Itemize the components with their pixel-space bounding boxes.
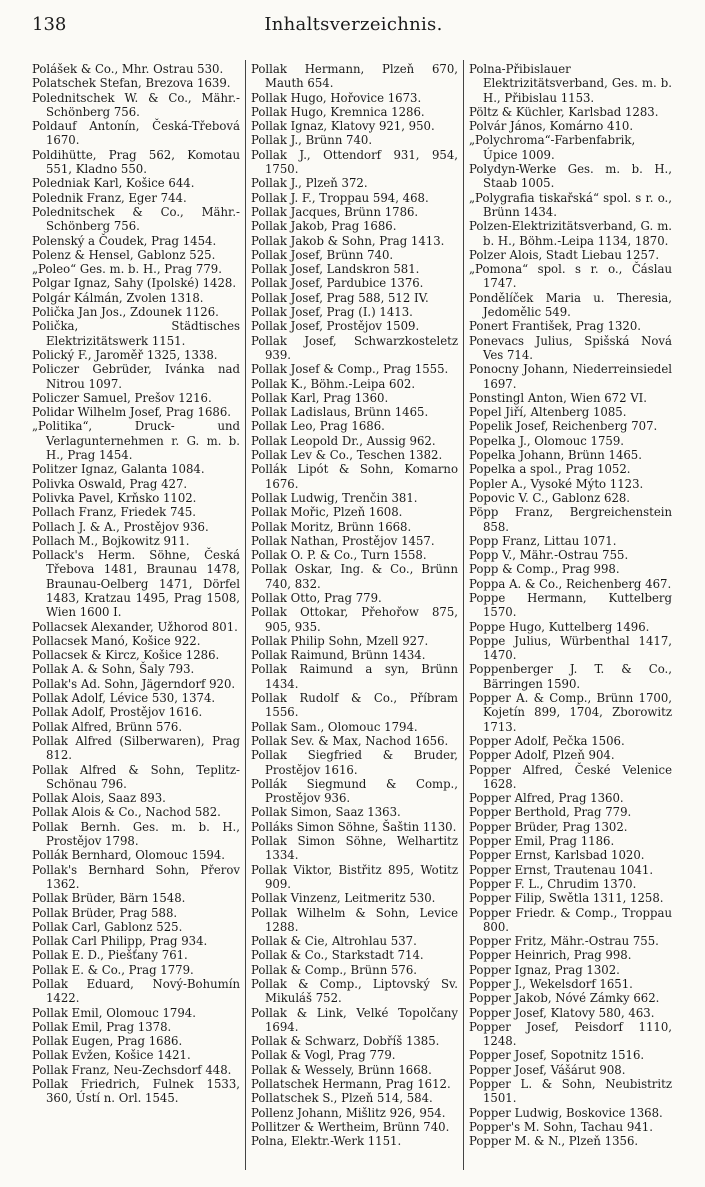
index-entry: Popper Josef, Sopotnitz 1516. [469,1048,645,1063]
index-entry: Pollatschek S., Plzeň 514, 584. [251,1091,433,1106]
index-entry: Pollak & Vogl, Prag 779. [251,1048,396,1063]
index-entry: Polidar Wilhelm Josef, Prag 1686. [32,405,231,420]
index-entry: Pollak & Wessely, Brünn 1668. [251,1062,432,1077]
index-entry: Poppa A. & Co., Reichenberg 467. [469,576,672,591]
index-entry: Pollak Jakob & Sohn, Prag 1413. [251,233,445,248]
index-entry: Pollak Adolf, Prostějov 1616. [32,705,203,720]
index-entry: Popper Friedr. & Comp., Troppau 800. [469,905,672,934]
index-entry: Pollak Evžen, Košice 1421. [32,1048,191,1063]
index-entry: Pollak Josef, Schwarzkosteletz 939. [251,333,458,362]
index-entry: Popper Fritz, Mähr.-Ostrau 755. [469,934,659,949]
index-entry: Popper Adolf, Pečka 1506. [469,733,625,748]
index-entry: Pollak Ignaz, Klatovy 921, 950. [251,119,435,134]
index-entry: Pollacsek Alexander, Užhorod 801. [32,619,238,634]
index-entry: Pollak J., Brünn 740. [251,133,373,148]
index-entry: Pollak Hermann, Plzeň 670, Mauth 654. [251,62,458,91]
index-entry: Pollák Siegmund & Comp., Prostějov 936. [251,776,458,806]
index-entry: Pollak Ludwig, Trenčin 381. [251,490,418,505]
index-entry: Pollak Brüder, Prag 588. [32,905,178,920]
index-entry: Pollach J. & A., Prostějov 936. [32,519,209,534]
index-entry: Popper Heinrich, Prag 998. [469,948,632,963]
index-column-2 [251,62,458,1174]
index-entry: Pollak Simon, Saaz 1363. [251,805,401,820]
index-entry: Popp V., Mähr.-Ostrau 755. [469,548,629,563]
index-entry: Pollak Alois & Co., Nachod 582. [32,805,221,820]
index-entry: Poldihütte, Prag 562, Komotau 551, Kladno 550. [32,147,240,177]
index-entry: Pollak Emil, Prag 1378. [32,1019,172,1034]
index-entry: Popper's M. Sohn, Tachau 941. [469,1119,653,1134]
index-entry: Pollacsek & Kircz, Košice 1286. [32,648,220,663]
index-entry: Polička Jan Jos., Zdounek 1126. [32,305,219,320]
index-entry: „Polychroma“-Farbenfabrik, Úpice 1009. [469,133,636,162]
index-entry: Poppe Hermann, Kuttelberg 1570. [469,590,672,620]
index-entry: Polednik Franz, Eger 744. [32,190,187,205]
index-entry: Pollak Karl, Prag 1360. [251,390,389,405]
index-entry: Policzer Gebrüder, Ivánka nad Nitrou 1097. [32,362,240,391]
index-entry: Popp & Comp., Prag 998. [469,562,620,577]
index-entry: Pollach M., Bojkowitz 911. [32,533,190,548]
index-entry: Popelka Johann, Brünn 1465. [469,448,642,463]
page-title: Inhaltsverzeichnis. [264,14,443,35]
index-entry: Popel Jiří, Altenberg 1085. [469,405,627,420]
index-entry: Pollak Simon Söhne, Welhartitz 1334. [251,834,458,863]
index-entry: Pollak Jacques, Brünn 1786. [251,204,419,219]
page-number: 138 [32,14,67,35]
index-entry: Popper Filip, Swětla 1311, 1258. [469,891,664,906]
index-entry: Polna-Přibislauer Elektrizitätsverband, Ges. m. b. H., Přibislau 1153. [469,62,672,105]
index-entry: Pollatschek Hermann, Prag 1612. [251,1077,451,1092]
index-entry: Pollak Nathan, Prostějov 1457. [251,533,435,548]
index-entry: Pollak & Comp., Brünn 576. [251,962,417,977]
index-entry: Popper Ignaz, Prag 1302. [469,962,620,977]
index-entry: Poledniak Karl, Košice 644. [32,176,195,191]
index-entry: Pollak Raimund a syn, Brünn 1434. [251,662,458,691]
index-entry: Polický F., Jaroměř 1325, 1338. [32,347,218,362]
index-entry: Popper Jakob, Nóvé Zámky 662. [469,991,660,1006]
index-entry: Polláks Simon Söhne, Šaštin 1130. [251,819,457,834]
index-entry: Popelka J., Olomouc 1759. [469,433,624,448]
index-column-3 [469,62,672,1174]
index-entry: Popper Ernst, Trautenau 1041. [469,862,654,877]
index-entry: Pollak Leo, Prag 1686. [251,419,385,434]
index-entry: Policzer Samuel, Prešov 1216. [32,390,212,405]
index-entry: Poppe Hugo, Kuttelberg 1496. [469,619,650,634]
index-entry: Pollak Lev & Co., Teschen 1382. [251,448,443,463]
index-entry: Ponert František, Prag 1320. [469,319,641,334]
index-entry: Popper M. & N., Plzeň 1356. [469,1134,639,1149]
index-entry: „Polygrafia tiskařská“ spol. s r. o., Brünn 1434. [469,190,672,219]
index-entry: Pollak Carl, Gablonz 525. [32,919,183,934]
index-entry: Polášek & Co., Mhr. Ostrau 530. [32,62,224,76]
index-entry: Popper A. & Comp., Brünn 1700, Kojetín 899, 1704, Zborowitz 1713. [469,691,672,734]
index-entry: Pollak Bernh. Ges. m. b. H., Prostějov 1798. [32,819,240,849]
index-entry: Popper Alfred, České Velenice 1628. [469,762,672,791]
index-entry: Polzer Alois, Stadt Liebau 1257. [469,247,660,262]
index-entry: Pollak O. P. & Co., Turn 1558. [251,548,427,563]
index-entry: Ponstingl Anton, Wien 672 VI. [469,390,648,405]
index-entry: Pollak J. F., Troppau 594, 468. [251,190,429,205]
index-entry: Pollak Ladislaus, Brünn 1465. [251,405,429,420]
index-entry: Pollák Bernhard, Olomouc 1594. [32,848,226,863]
index-entry: Pollak Ottokar, Přehořow 875, 905, 935. [251,605,458,634]
index-entry: Popper J., Wekelsdorf 1651. [469,977,633,991]
index-entry: Poppe Julius, Würbenthal 1417, 1470. [469,633,672,663]
index-entry: Popelka a spol., Prag 1052. [469,462,631,477]
index-entry: Popelik Josef, Reichenberg 707. [469,419,658,434]
index-entry: Pollak Viktor, Bistřitz 895, Wotitz 909. [251,862,458,891]
index-entry: Pollitzer & Wertheim, Brünn 740. [251,1119,450,1134]
index-entry: Pollak Hugo, Kremnica 1286. [251,104,425,119]
index-entry: Pollak Rudolf & Co., Příbram 1556. [251,691,458,720]
index-entry: Pollak Alfred (Silberwaren), Prag 812. [32,733,240,763]
index-entry: Pollak Carl Philipp, Prag 934. [32,934,208,949]
index-entry: Polatschek Stefan, Brezova 1639. [32,76,231,91]
index-entry: „Poleo“ Ges. m. b. H., Prag 779. [32,262,222,277]
index-entry: Pollak E. & Co., Prag 1779. [32,962,194,977]
index-entry: Pollak Josef, Prostějov 1509. [251,319,420,334]
index-entry: Polzen-Elektrizitätsverband, G. m. b. H., Böhm.-Leipa 1134, 1870. [469,219,672,248]
index-entry: Pollak & Co., Starkstadt 714. [251,948,424,963]
index-entry: Politzer Ignaz, Galanta 1084. [32,462,205,477]
index-entry: Polednitschek & Co., Mähr.-Schönberg 756. [32,204,240,234]
index-entry: Pollak Siegfried & Bruder, Prostějov 1616. [251,748,458,777]
index-entry: Polednitschek W. & Co., Mähr.-Schönberg 756. [32,90,240,119]
index-entry: Pollak & Comp., Liptovský Sv. Mikuláš 752. [251,977,458,1006]
index-entry: Popper Emil, Prag 1186. [469,834,615,849]
index-entry: Popper Berthold, Prag 779. [469,805,632,820]
index-entry: Pöpp Franz, Bergreichenstein 858. [469,505,672,534]
index-entry: Popper Adolf, Plzeň 904. [469,748,615,763]
index-entry: Polna, Elektr.-Werk 1151. [251,1134,402,1149]
index-entry: Pollach Franz, Friedek 745. [32,505,197,520]
index-entry: Popovic V. C., Gablonz 628. [469,490,631,505]
index-entry: Pollak Leopold Dr., Aussig 962. [251,433,436,448]
index-entry: Pollak Josef, Landskron 581. [251,262,420,277]
index-entry: Pollak Moritz, Brünn 1668. [251,519,412,534]
index-entry: Pollack's Herm. Söhne, Česká Třebova 1481, Braunau 1478, Braunau-Oelberg 1471, Dörfel 1483, Kratzau 1495, Prag 1508, Wien 1600 I. [32,548,240,620]
index-entry: Pollak Mořic, Plzeň 1608. [251,505,403,520]
index-entry: Pollak J., Ottendorf 931, 954, 1750. [251,147,458,177]
index-entry: Pollak E. D., Piešťany 761. [32,948,188,963]
index-entry: Popper Josef, Peisdorf 1110, 1248. [469,1019,672,1049]
index-entry: Pollak Otto, Prag 779. [251,590,382,605]
index-entry: Popper Josef, Vášárut 908. [469,1062,626,1077]
index-entry: Pollak J., Plzeň 372. [251,176,368,191]
index-entry: Pollak Emil, Olomouc 1794. [32,1005,196,1020]
index-entry: Pollak's Ad. Sohn, Jägerndorf 920. [32,676,236,691]
index-entry: Pollak Josef, Pardubice 1376. [251,276,424,291]
entry-list [469,62,672,1149]
index-entry: Polenz & Hensel, Gablonz 525. [32,247,216,262]
index-entry: Polydyn-Werke Ges. m. b. H., Staab 1005. [469,162,672,191]
index-entry: Pollak K., Böhm.-Leipa 602. [251,376,416,391]
index-entry: Pollak & Cie, Altrohlau 537. [251,934,417,949]
index-entry: Polička, Städtisches Elektrizitätswerk 1151. [32,319,240,348]
index-entry: Pollak Philip Sohn, Mzell 927. [251,633,429,648]
index-entry: Pollák Lipót & Sohn, Komarno 1676. [251,462,458,491]
entry-list [32,62,240,1106]
index-entry: Polivka Pavel, Krňsko 1102. [32,490,197,505]
index-entry: Pollak Brüder, Bärn 1548. [32,891,186,906]
index-entry: Pollak Alfred, Brünn 576. [32,719,183,734]
index-entry: Popler A., Vysoké Mýto 1123. [469,476,644,491]
index-entry: Pollak Vinzenz, Leitmeritz 530. [251,891,436,906]
index-entry: Popper Alfred, Prag 1360. [469,791,624,806]
index-entry: Pollak Eugen, Prag 1686. [32,1034,183,1049]
index-columns [32,62,672,1174]
index-entry: Pollenz Johann, Mišlitz 926, 954. [251,1105,446,1120]
index-entry: Polvár János, Komárno 410. [469,119,634,134]
index-entry: Pollak Wilhelm & Sohn, Levice 1288. [251,905,458,934]
index-entry: Popper Brüder, Prag 1302. [469,819,628,834]
index-entry: Pollak Josef & Comp., Prag 1555. [251,362,449,377]
index-entry: Pollak Josef, Brünn 740. [251,247,394,262]
index-entry: Polgár Kálmán, Zvolen 1318. [32,290,204,305]
index-entry: Ponevacs Julius, Spišská Nová Ves 714. [469,333,672,362]
index-column-1 [32,62,240,1174]
index-entry: Pollacsek Manó, Košice 922. [32,633,201,648]
index-entry: Popp Franz, Littau 1071. [469,533,617,548]
index-entry: Polivka Oswald, Prag 427. [32,476,188,491]
index-entry: Polgar Ignaz, Sahy (Ipolské) 1428. [32,276,237,291]
index-entry: Ponocny Johann, Niederreinsiedel 1697. [469,362,672,391]
index-entry: Popper Josef, Klatovy 580, 463. [469,1005,655,1020]
index-entry: Pollak Hugo, Hořovice 1673. [251,90,422,105]
index-entry: Pollak & Link, Velké Topolčany 1694. [251,1005,458,1034]
index-entry: Popper Ernst, Karlsbad 1020. [469,848,645,863]
index-entry: Pollak Eduard, Nový-Bohumín 1422. [32,977,240,1006]
index-entry: Pollak A. & Sohn, Šaly 793. [32,662,195,677]
index-entry: Pollak & Schwarz, Dobříš 1385. [251,1034,440,1049]
index-entry: Pollak's Bernhard Sohn, Přerov 1362. [32,862,240,891]
index-entry: Pöltz & Küchler, Karlsbad 1283. [469,104,659,119]
index-entry: Pollak Franz, Neu-Zechsdorf 448. [32,1062,232,1077]
index-entry: Pollak Alfred & Sohn, Teplitz-Schönau 796. [32,762,240,791]
index-entry: Pollak Jakob, Prag 1686. [251,219,397,234]
index-entry: „Pomona“ spol. s r. o., Čáslau 1747. [469,262,672,291]
index-entry: Pollak Alois, Saaz 893. [32,791,166,806]
index-entry: Popper F. L., Chrudim 1370. [469,876,637,891]
index-entry: Poppenberger J. T. & Co., Bärringen 1590. [469,662,672,691]
index-entry: Pollak Josef, Prag (I.) 1413. [251,305,413,320]
index-entry: Popper L. & Sohn, Neubistritz 1501. [469,1077,672,1106]
index-entry: Polenský a Čoudek, Prag 1454. [32,233,217,248]
index-entry: Pollak Adolf, Lévice 530, 1374. [32,691,216,706]
index-entry: Pollak Friedrich, Fulnek 1533, 360, Ústí n. Orl. 1545. [32,1077,240,1106]
index-entry: Pollak Sam., Olomouc 1794. [251,719,418,734]
index-entry: Pollak Josef, Prag 588, 512 IV. [251,290,429,305]
index-entry: Pondělíček Maria u. Theresia, Jedomělic 549. [469,290,672,320]
page-header [32,14,675,42]
index-entry: Popper Ludwig, Boskovice 1368. [469,1105,663,1120]
entry-list [251,62,458,1149]
index-entry: Pollak Oskar, Ing. & Co., Brünn 740, 832. [251,562,458,591]
index-entry: Pollak Raimund, Brünn 1434. [251,648,426,663]
index-entry: Pollak Sev. & Max, Nachod 1656. [251,733,449,748]
index-entry: „Politika“, Druck- und Verlagunternehmen r. G. m. b. H., Prag 1454. [32,419,240,463]
index-entry: Poldauf Antonín, Česká-Třebová 1670. [32,119,240,148]
